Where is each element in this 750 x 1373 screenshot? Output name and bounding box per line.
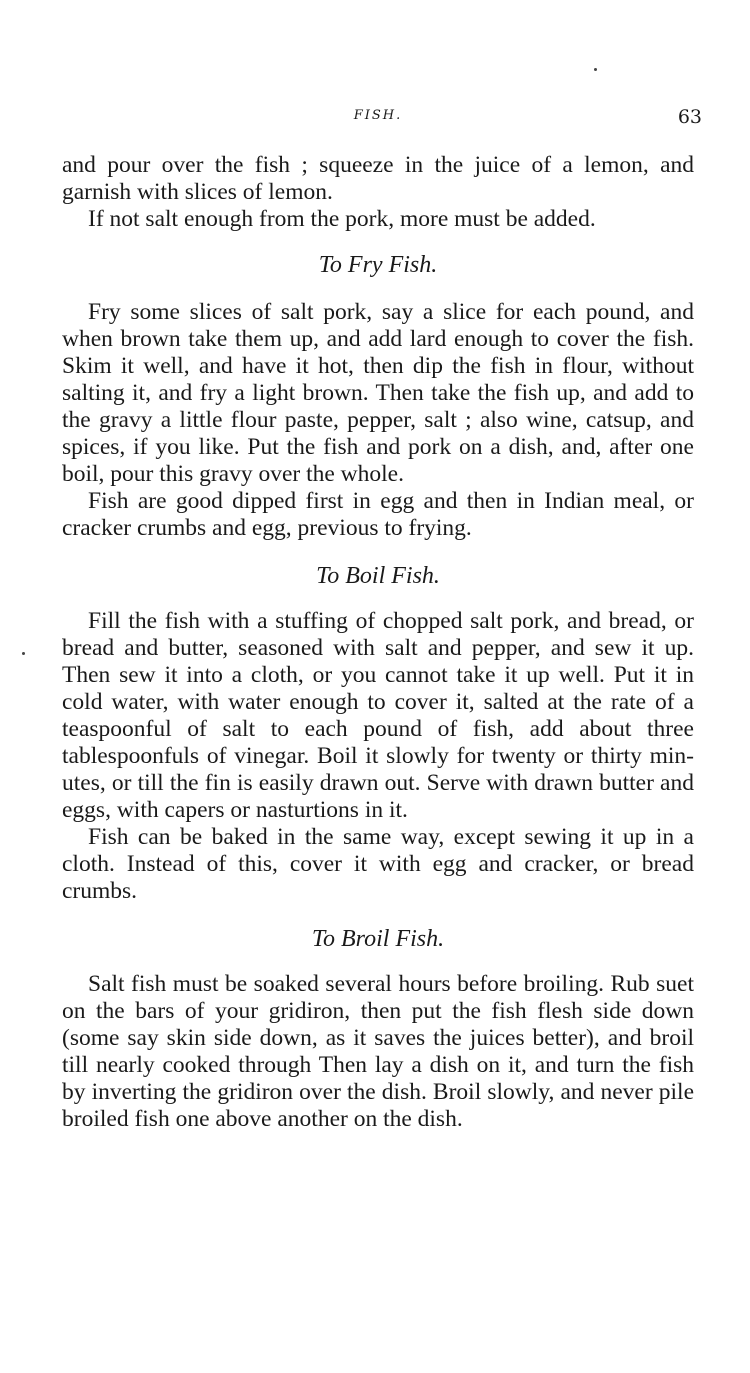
page-header bbox=[62, 100, 702, 152]
paragraph-salt-note: If not salt enough from the pork, more must be added. bbox=[88, 206, 596, 232]
book-page bbox=[62, 100, 702, 1133]
print-speck bbox=[594, 68, 597, 71]
paragraph-bake-variant: Fish can be baked in the same way, except sewing it up in a cloth. Instead of this, cover it with egg and cracker, or bread crumbs. bbox=[62, 824, 694, 904]
running-head: FISH. bbox=[353, 108, 403, 123]
paragraph-continued: and pour over the fish ; squeeze in the juice of a lemon, and garnish with slices of lemon. bbox=[62, 152, 694, 205]
paragraph-fry-coating: Fish are good dipped first in egg and then in Indian meal, or cracker crumbs and egg, previous to frying. bbox=[62, 488, 694, 541]
paragraph-broil-method: Salt fish must be soaked several hours before broiling. Rub suet on the bars of your gridiron, then put the fish flesh side down (some say skin side down, as it saves the juices better), and broil till nearly cooked through Then lay a dish on it, and turn the fish by inverting the gridiron over the dish. Broil slowly, and never pile broiled fish one above another on the dish. bbox=[62, 971, 694, 1132]
heading-to-boil-fish: To Boil Fish. bbox=[316, 563, 440, 589]
print-speck bbox=[22, 652, 25, 655]
page-number: 63 bbox=[677, 106, 702, 128]
heading-to-broil-fish: To Broil Fish. bbox=[311, 926, 445, 952]
paragraph-boil-method: Fill the fish with a stuffing of chopped salt pork, and bread, or bread and butter, seasoned with salt and pepper, and sew it up. Then sew it into a cloth, or you cannot take it up well. Put it in cold water, with water enough to cover it, salted at the rate of a teaspoonful of salt to each pound of fish, add about three tablespoonfuls of vinegar. Boil it slowly for twenty or thirty minutes, or till the fin is easily drawn out. Serve with drawn butter and eggs, with capers or nasturtions in it. bbox=[62, 608, 694, 823]
heading-to-fry-fish: To Fry Fish. bbox=[318, 252, 438, 278]
paragraph-fry-method: Fry some slices of salt pork, say a slice for each pound, and when brown take them up, and add lard enough to cover the fish. Skim it well, and have it hot, then dip the fish in flour, without salting it, and fry a light brown. Then take the fish up, and add to the gravy a little flour paste, pepper, salt ; also wine, catsup, and spices, if you like. Put the fish and pork on a dish, and, after one boil, pour this gravy over the whole. bbox=[62, 299, 694, 487]
